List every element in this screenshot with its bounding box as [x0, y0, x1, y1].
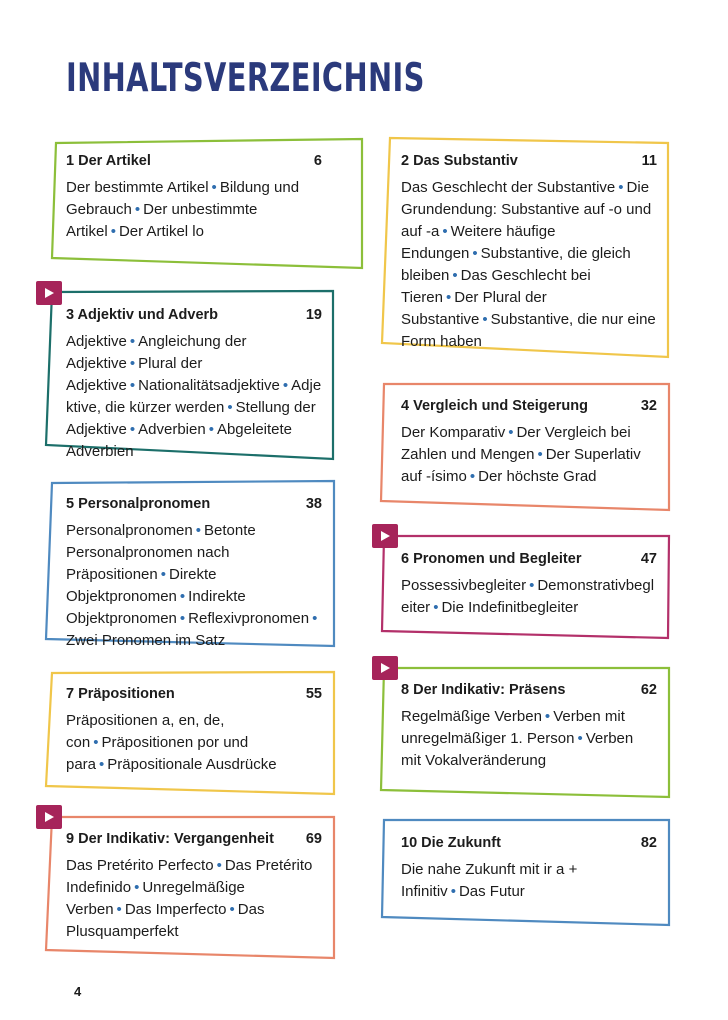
section-7[interactable]: [66, 683, 322, 776]
play-icon: [372, 656, 398, 680]
topic: Adjektive, die kürzer werden: [66, 377, 322, 416]
topic: Die Grundendung: Substantive auf -o und auf -a: [401, 179, 652, 240]
section-1-topics: Der bestimmte Artikel • Bildung und Gebrauch • Der unbestimmte Artikel • Der Artikel lo: [66, 179, 300, 240]
topic: Das Plusquamperfekt: [66, 901, 265, 940]
section-2[interactable]: [401, 150, 657, 353]
play-icon: [36, 805, 62, 829]
topic: Substantive, die gleich bleiben: [401, 245, 631, 284]
topic: Possessivbegleiter: [401, 577, 527, 594]
topic: Der Vergleich bei Zahlen und Mengen: [401, 424, 631, 463]
section-1-header: [66, 150, 322, 172]
topic: Reflexivpronomen: [188, 610, 310, 627]
topic: Demonstrativbegleiter: [401, 577, 655, 616]
play-tab-section-6[interactable]: [372, 524, 398, 548]
page-number: 4: [74, 984, 82, 999]
section-title: 9 Der Indikativ: Vergangenheit: [66, 831, 274, 847]
section-4-header: [401, 395, 657, 417]
topic: Das Futur: [458, 883, 525, 900]
topic: Der Komparativ: [401, 424, 506, 441]
section-title: 10 Die Zukunft: [401, 835, 501, 851]
topic: Plural der Adjektive: [66, 355, 203, 394]
topic: Der Superlativ auf -ísimo: [401, 446, 641, 485]
topic: Regelmäßige Verben: [401, 708, 542, 725]
topic: Adverbien: [138, 421, 206, 438]
section-4[interactable]: [401, 395, 657, 488]
play-icon: [36, 281, 62, 305]
section-10[interactable]: [401, 832, 657, 903]
section-page: 32: [640, 398, 657, 414]
section-page: 19: [305, 307, 322, 323]
section-title: 7 Präpositionen: [66, 686, 175, 702]
section-title: 5 Personalpronomen: [66, 496, 211, 512]
section-title: 1 Der Artikel: [66, 153, 151, 169]
section-title: 2 Das Substantiv: [401, 153, 518, 169]
topic: Abgeleitete Adverbien: [66, 421, 293, 460]
section-8[interactable]: [401, 679, 657, 772]
topic: Der bestimmte Artikel: [66, 179, 209, 196]
topic: Der unbestimmte Artikel: [66, 201, 258, 240]
section-title: 4 Vergleich und Steigerung: [401, 398, 588, 414]
topic: Verben mit Vokalveränderung: [401, 730, 634, 769]
topic: Präpositionale Ausdrücke: [107, 756, 277, 773]
topic: Das Pretérito Perfecto: [66, 857, 214, 874]
topic: Zwei Pronomen im Satz: [66, 632, 226, 649]
topic: Indirekte Objektpronomen: [66, 588, 246, 627]
topic: Bildung und Gebrauch: [66, 179, 300, 218]
topic: Der Plural der Substantive: [401, 289, 547, 328]
section-5-header: [66, 493, 322, 515]
play-tab-section-3[interactable]: [36, 281, 62, 305]
topic: Direkte Objektpronomen: [66, 566, 217, 605]
section-5[interactable]: [66, 493, 322, 652]
section-3[interactable]: [66, 304, 322, 463]
section-8-header: [401, 679, 657, 701]
section-7-header: [66, 683, 322, 705]
topic: Betonte Personalpronomen nach Präpositionen: [66, 522, 256, 583]
topic: Unregelmäßige Verben: [66, 879, 245, 918]
topic: Stellung der Adjektive: [66, 399, 316, 438]
section-5-topics: Personalpronomen • Betonte Personalpronomen nach Präpositionen • Direkte Objektpronomen • Indirekte Objektpronomen • Reflexivpronomen •Zwei Pronomen im Satz: [66, 522, 318, 649]
section-6-topics: Possessivbegleiter • Demonstrativbegleiter • Die Indefinitbegleiter: [401, 577, 655, 616]
section-title: 3 Adjektiv und Adverb: [66, 307, 219, 323]
topic: Angleichung der Adjektive: [66, 333, 247, 372]
topic: Das Imperfecto: [124, 901, 227, 918]
section-1[interactable]: [66, 150, 322, 243]
section-10-topics: Die nahe Zukunft mit ir a + Infinitiv • Das Futur: [401, 861, 578, 900]
topic: Der Artikel lo: [118, 223, 204, 240]
section-9-topics: Das Pretérito Perfecto • Das Pretérito Indefinido • Unregelmäßige Verben • Das Imperfecto • Das Plusquamperfekt: [66, 857, 313, 940]
topic: Präpositionen por und para: [66, 734, 249, 773]
section-7-topics: Präpositionen a, en, de, con • Präpositionen por und para • Präpositionale Ausdrücke: [66, 712, 277, 773]
play-tab-section-8[interactable]: [372, 656, 398, 680]
section-2-header: [401, 150, 657, 172]
section-6-header: [401, 548, 657, 570]
section-page: 6: [313, 153, 322, 169]
page-title: INHALTSVERZEICHNIS: [66, 56, 425, 101]
section-2-topics: Das Geschlecht der Substantive • Die Grundendung: Substantive auf -o und auf -a • Weitere häufige Endungen • Substantive, die gleich bleiben • Das Geschlecht bei Tieren • Der Plural der Substantive • Substantive, die nur eine Form haben: [401, 179, 656, 350]
topic: Adjektive: [66, 333, 127, 350]
section-title: 6 Pronomen und Begleiter: [401, 551, 582, 567]
section-4-topics: Der Komparativ • Der Vergleich bei Zahlen und Mengen • Der Superlativ auf -ísimo • Der höchste Grad: [401, 424, 641, 485]
topic: Das Pretérito Indefinido: [66, 857, 313, 896]
topic: Nationalitätsadjektive: [138, 377, 280, 394]
section-3-header: [66, 304, 322, 326]
topic: Der höchste Grad: [478, 468, 597, 485]
topic: Die Indefinitbegleiter: [441, 599, 579, 616]
section-10-header: [401, 832, 657, 854]
topic: Präpositionen a, en, de, con: [66, 712, 225, 751]
section-page: 47: [640, 551, 657, 567]
topic: Personalpronomen: [66, 522, 193, 539]
topic: Substantive, die nur eine Form haben: [401, 311, 656, 350]
section-page: 69: [305, 831, 322, 847]
topic: Verben mit unregelmäßiger 1. Person: [401, 708, 625, 747]
play-icon: [372, 524, 398, 548]
topic: Weitere häufige Endungen: [401, 223, 556, 262]
section-page: 62: [640, 682, 657, 698]
section-8-topics: Regelmäßige Verben • Verben mit unregelmäßiger 1. Person • Verben mit Vokalveränderung: [401, 708, 634, 769]
section-page: 11: [641, 153, 657, 169]
section-page: 38: [305, 496, 322, 512]
section-title: 8 Der Indikativ: Präsens: [401, 682, 566, 698]
topic: Die nahe Zukunft mit ir a + Infinitiv: [401, 861, 578, 900]
play-tab-section-9[interactable]: [36, 805, 62, 829]
topic: Das Geschlecht der Substantive: [401, 179, 616, 196]
section-page: 55: [305, 686, 322, 702]
section-page: 82: [640, 835, 657, 851]
section-9[interactable]: [66, 828, 322, 943]
section-6[interactable]: [401, 548, 657, 619]
section-9-header: [66, 828, 322, 850]
section-3-topics: Adjektive • Angleichung der Adjektive • Plural der Adjektive • Nationalitätsadjektive • Adjektive, die kürzer werden • Stellung der Adjektive • Adverbien • Abgeleitete Adverbien: [66, 333, 322, 460]
topic: Das Geschlecht bei Tieren: [401, 267, 591, 306]
